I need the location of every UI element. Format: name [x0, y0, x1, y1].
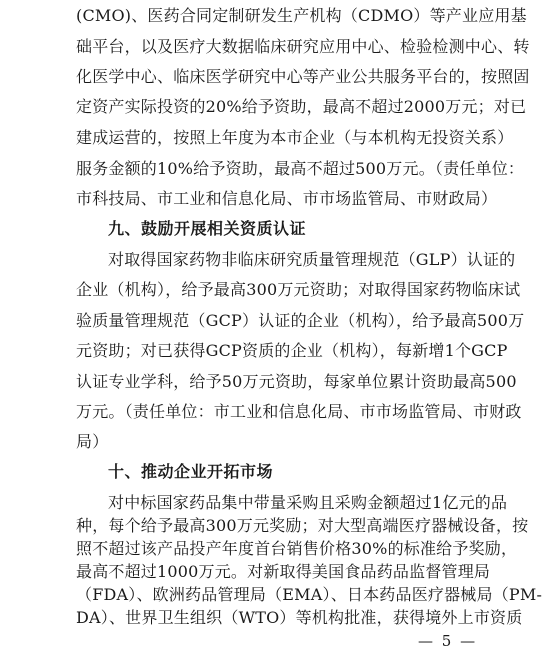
paragraph-line: 化医学中心、临床医学研究中心等产业公共服务平台的，按照固	[76, 67, 530, 86]
paragraph-line: 础平台，以及医疗大数据临床研究应用中心、检验检测中心、转	[76, 37, 530, 56]
paragraph-line: 最高不超过1000万元。对新取得美国食品药品监督管理局	[76, 562, 491, 581]
paragraph-line: （FDA）、欧洲药品管理局（EMA）、日本药品医疗器械局（PM-	[76, 585, 543, 604]
paragraph-line: 市科技局、市工业和信息化局、市市场监管局、市财政局）	[76, 189, 498, 208]
paragraph-line: 照不超过该产品投产年度首台销售价格30%的标准给予奖励，	[76, 539, 518, 558]
paragraph-line: 对中标国家药品集中带量采购且采购金额超过1亿元的品	[108, 493, 508, 512]
paragraph-line: 验质量管理规范（GCP）认证的企业（机构），给予最高500万	[76, 311, 525, 330]
section-heading: 十、推动企业开拓市场	[108, 462, 274, 481]
paragraph-line: 局）	[76, 432, 109, 451]
paragraph-line: 建成运营的，按照上年度为本市企业（与本机构无投资关系）	[76, 128, 514, 147]
paragraph-line: 对取得国家药物非临床研究质量管理规范（GLP）认证的	[108, 250, 516, 269]
paragraph-line: 元资助；对已获得GCP资质的企业（机构），每新增1个GCP	[76, 341, 508, 360]
section-heading: 九、鼓励开展相关资质认证	[108, 219, 307, 238]
paragraph-line: 万元。（责任单位：市工业和信息化局、市市场监管局、市财政	[76, 402, 522, 421]
paragraph-line: (CMO)、医药合同定制研发生产机构（CDMO）等产业应用基	[76, 6, 527, 25]
paragraph-line: 种，每个给予最高300万元奖励；对大型高端医疗器械设备，按	[76, 516, 529, 535]
paragraph-line: 服务金额的10%给予资助，最高不超过500万元。（责任单位：	[76, 159, 525, 178]
page-number: — 5 —	[418, 632, 478, 650]
paragraph-line: DA）、世界卫生组织（WTO）等机构批准，获得境外上市资质	[76, 608, 523, 627]
paragraph-line: 认证专业学科，给予50万元资助，每家单位累计资助最高500	[76, 372, 517, 391]
paragraph-line: 企业（机构），给予最高300万元资助；对取得国家药物临床试	[76, 280, 521, 299]
paragraph-line: 定资产实际投资的20%给予资助，最高不超过2000万元；对已	[76, 97, 527, 116]
